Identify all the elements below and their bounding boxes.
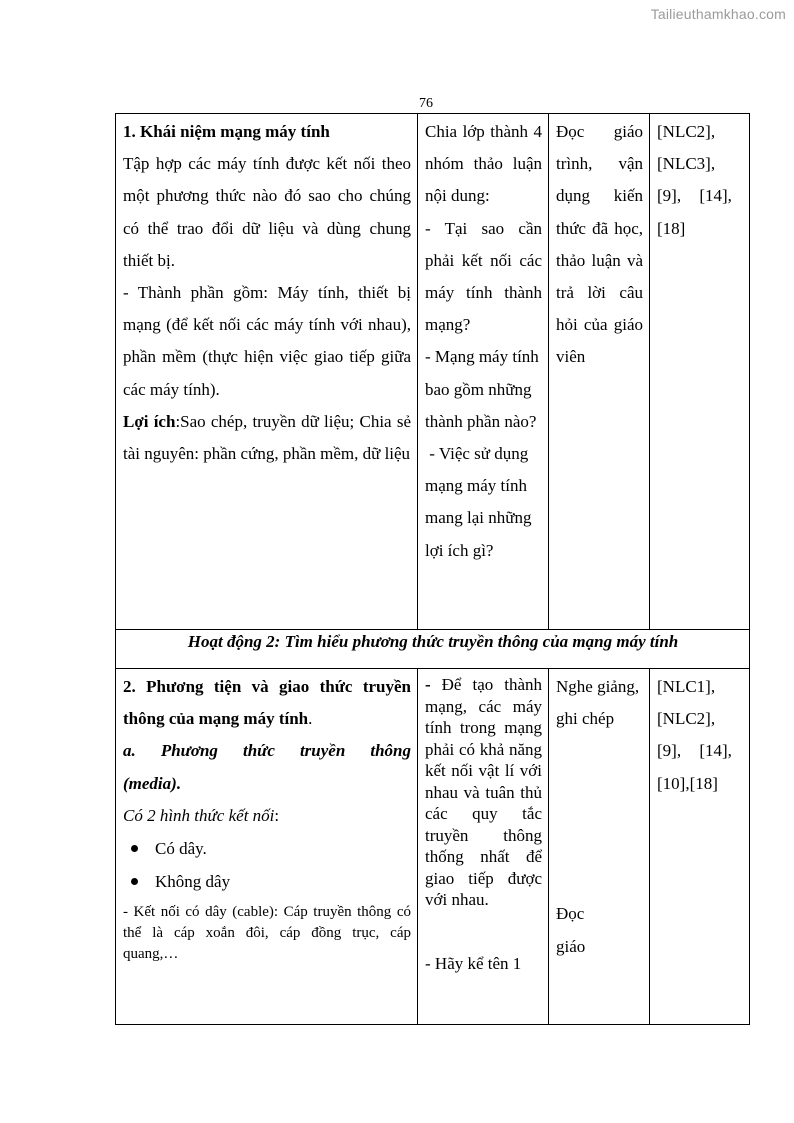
activity-heading: Hoạt động 2: Tìm hiểu phương thức truyền thông của mạng máy tính [187,632,679,651]
definition-text: Tập hợp các máy tính được kết nối theo một phương thức nào đó sao cho chúng có thể trao đổi dữ liệu và dùng chung thiết bị. [123,154,411,270]
benefit-label: Lợi ích [123,411,176,431]
reference-item: [NLC1], [657,677,716,696]
teacher-question: - Tại sao cần phải kết nối các máy tính thành mạng? [425,218,542,335]
subsection-heading: a. Phương thức truyền thông (media). [123,741,411,793]
references-cell [650,669,750,1025]
connection-list [123,832,411,898]
section-heading-paragraph: 2. Phương tiện và giao thức truyền thông của mạng máy tính. [123,677,411,729]
lesson-plan-table [115,113,750,1025]
table-row-concept [116,114,750,630]
teacher-explanation: - Để tạo thành mạng, các máy tính trong mạng phải có khả năng kết nối vật lí với nhau và tuân thủ các quy tắc truyền thông thống nhất để giao tiếp được với nhau. [425,675,542,909]
watermark: Tailieuthamkhao.com [650,6,786,22]
list-item: Không dây [153,865,411,898]
student-activity-text: Đọc giáo trình, vận dụng kiến thức đã học, thảo luận và trả lời câu hỏi của giáo viên [556,122,643,367]
benefit-paragraph [123,406,411,470]
benefit-text: :Sao chép, truyền dữ liệu; Chia sẻ tài nguyên: phần cứng, phần mềm, dữ liệu [123,411,411,464]
teacher-activity-cell [418,114,549,630]
section-heading: 1. Khái niệm mạng máy tính [123,122,330,141]
teacher-activity-cell [418,669,549,1025]
teacher-question: - Hãy kể tên 1 [425,953,522,973]
teacher-question: - Việc sử dụng mạng máy tính mang lại những lợi ích gì? [425,444,536,560]
components-text: - Thành phần gồm: Máy tính, thiết bị mạng (để kết nối các máy tính với nhau), phần mềm (thực hiện việc giao tiếp giữa các máy tính). [123,283,411,399]
reference-item: [18] [657,218,686,238]
student-activity-cell [549,114,650,630]
references-cell [650,114,750,630]
activity-heading-cell [116,630,750,669]
table-row-media [116,669,750,1025]
reference-item: [9], [14], [657,186,732,206]
page-number: 76 [419,96,433,111]
student-activity-cell [549,669,650,1025]
teacher-question: - Mạng máy tính bao gồm những thành phần nào? [425,347,539,431]
activity-header-row [116,630,750,669]
teacher-intro: Chia lớp thành 4 nhóm thảo luận nội dung: [425,122,542,206]
reference-item: [NLC3], [657,154,716,174]
reference-item: [NLC2], [657,122,716,141]
student-activity-text: Đọc giáo [556,904,586,956]
connection-ways-text: Có 2 hình thức kết nối: [123,805,280,825]
section-heading: 2. Phương tiện và giao thức truyền thông của mạng máy tính [123,677,411,729]
reference-item: [10],[18] [657,773,718,793]
reference-item: [9], [14], [657,741,732,761]
wired-connection-text: - Kết nối có dây (cable): Cáp truyền thông có thể là cáp xoắn đôi, cáp đồng trục, cáp quang,… [123,904,411,963]
reference-item: [NLC2], [657,709,716,729]
content-cell [116,669,418,1025]
student-activity-text: Nghe giảng, ghi chép [556,677,640,729]
content-cell [116,114,418,630]
list-item: Có dây. [153,832,411,865]
